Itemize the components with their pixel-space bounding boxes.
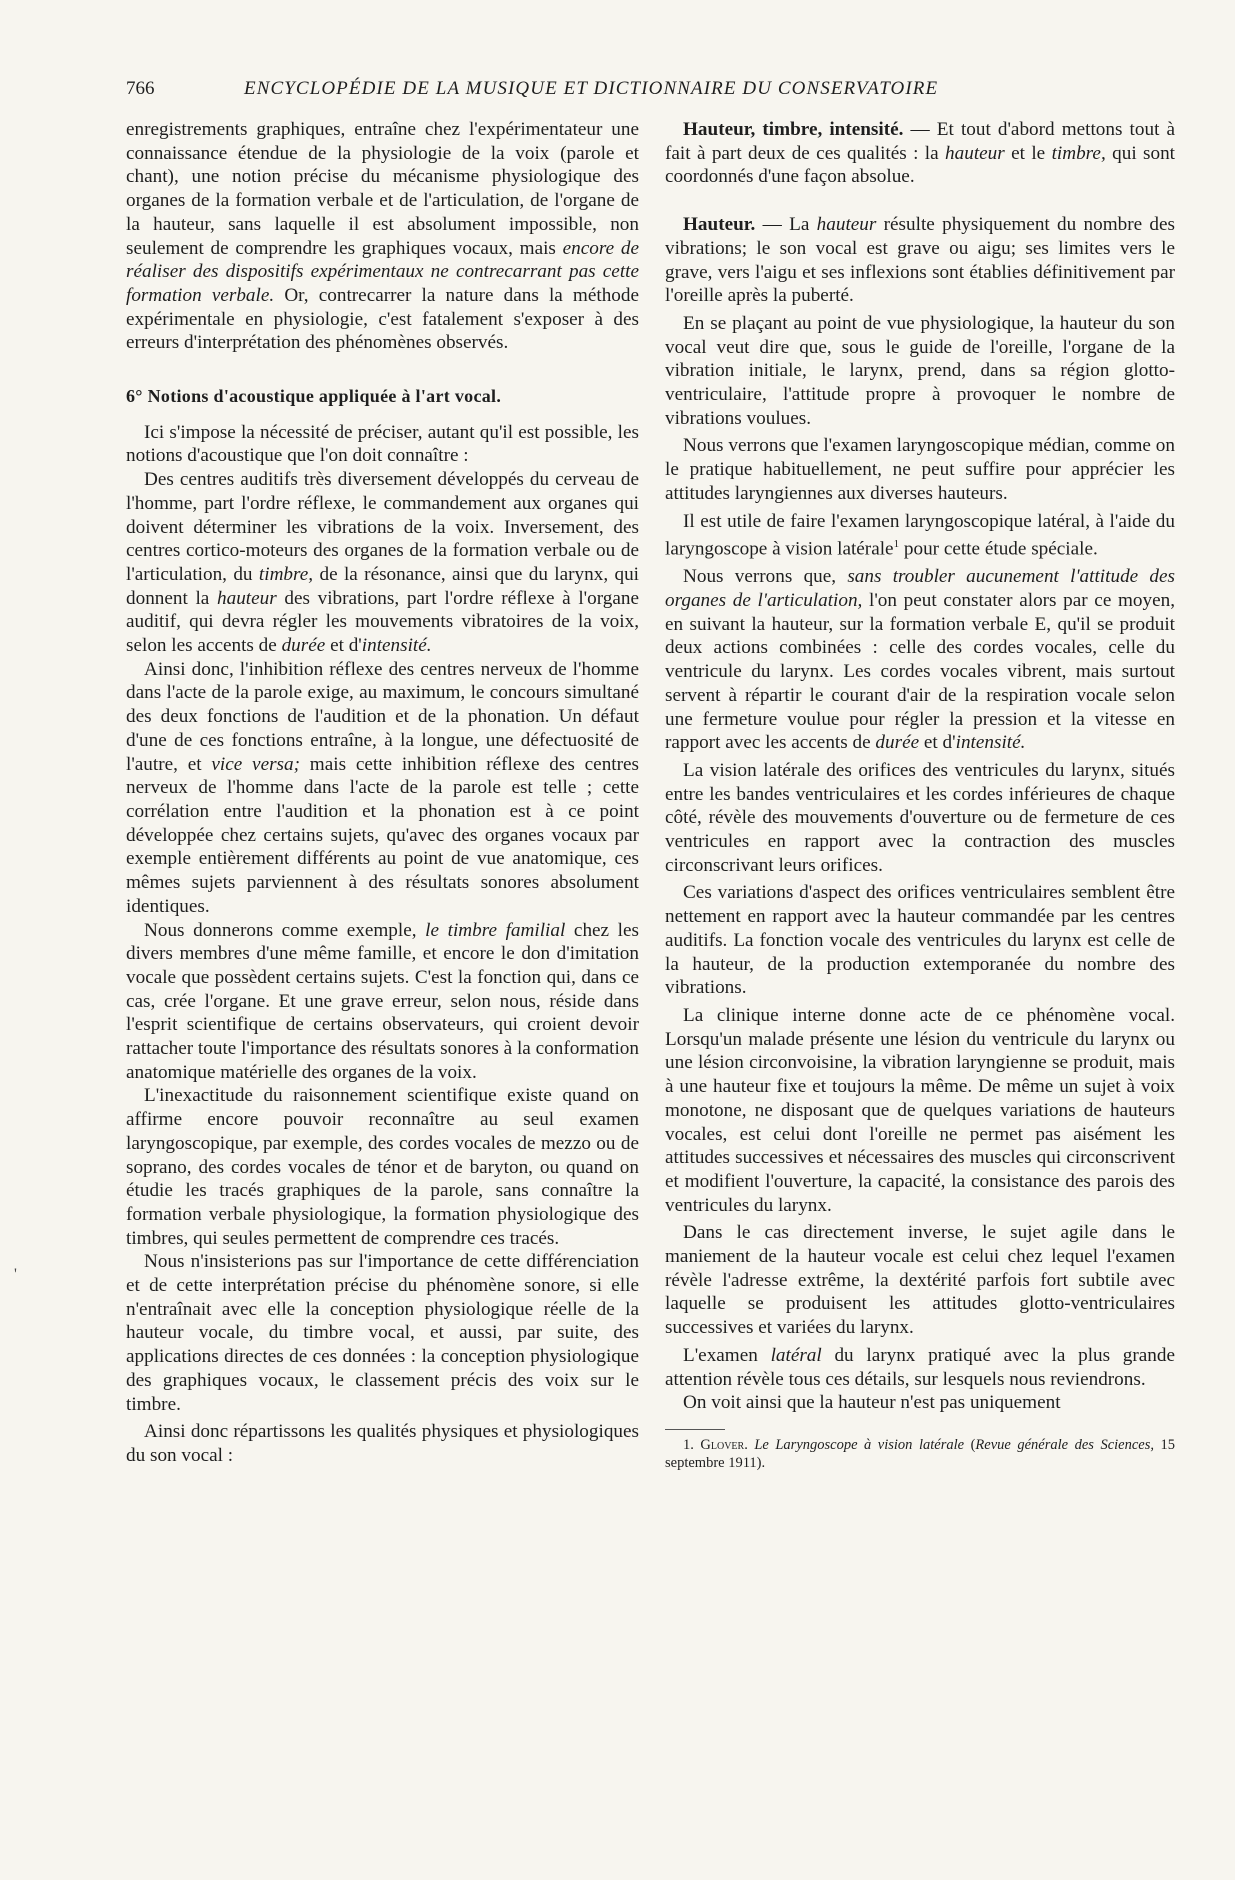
paragraph: L'inexactitude du raisonnement scientifique existe quand on affirme encore pouvoir reconnaître au seul examen laryngoscopique, par exemple, des cordes vocales de mezzo ou de soprano, des cordes vocales de ténor et de baryton, ou quand on étudie les tracés graphiques de la parole, sans connaître la formation verbale physiologique, la formation physiologique des timbres, qui seules permettent de comprendre ces tracés. — [126, 1085, 639, 1249]
paragraph: Ainsi donc répartissons les qualités physiques et physiologiques du son vocal : — [126, 1421, 639, 1466]
footnote-ref: 1 — [893, 538, 900, 551]
footnote-divider — [665, 1429, 725, 1430]
paragraph: La vision latérale des orifices des ventricules du larynx, situés entre les bandes ventriculaires et les cordes inférieures de chaque côté, révèle des mouvements d'ouverture ou de fermeture de ces ventricules en rapport avec la contraction des muscles circonscrivant leurs orifices. — [665, 759, 1175, 876]
section-heading: 6° Notions d'acoustique appliquée à l'art vocal. — [126, 386, 502, 407]
paragraph: Nous n'insisterions pas sur l'importance de cette différenciation et de cette interprétation précise du phénomène sonore, si elle n'entraînait avec elle la conception physiologique réelle de la hauteur vocale, du timbre vocal, et aussi, par suite, des applications directes de ces données : la conception physiologique des graphiques vocaux, le classement précis des voix sur le timbre. — [126, 1251, 639, 1415]
page-number: 766 — [126, 78, 155, 99]
paragraph: Dans le cas directement inverse, le sujet agile dans le maniement de la hauteur vocale est celui chez lequel l'examen révèle l'adresse extrême, la dextérité parfois fort subtile avec laquelle se produisent les attitudes glotto-ventriculaires successives et variées du larynx. — [665, 1222, 1175, 1339]
running-title: ENCYCLOPÉDIE DE LA MUSIQUE ET DICTIONNAIRE DU CONSERVATOIRE — [244, 78, 939, 99]
left-column — [126, 118, 639, 1468]
paragraph: Des centres auditifs très diversement développés du cerveau de l'homme, part l'ordre réflexe, le commandement aux organes qui doivent déterminer les vibrations de la voix. Inversement, des centres cortico-moteurs des organes de la formation verbale ou de l'articulation, du timbre, de la résonance, ainsi que du larynx, qui donnent la hauteur des vibrations, part l'ordre réflexe à l'organe auditif, qui devra régler les mouvements vibratoires de la voix, selon les accents de durée et d'intensité. — [126, 469, 640, 657]
margin-mark: ' — [14, 1266, 17, 1283]
paragraph: Ici s'impose la nécessité de préciser, autant qu'il est possible, les notions d'acoustique que l'on doit connaître : — [126, 421, 639, 467]
footnote: 1. Glover. Le Laryngoscope à vision latérale (Revue générale des Sciences, 15 septembre 1911). — [665, 1436, 1175, 1471]
page-header — [126, 78, 1136, 106]
paragraph: En se plaçant au point de vue physiologique, la hauteur du son vocal veut dire que, sous le guide de l'oreille, l'organe de la vibration initiale, le larynx, prend, dans sa région glotto-ventriculaire, l'attitude propre à provoquer le nombre de vibrations voulues. — [665, 312, 1175, 429]
paragraph: Ainsi donc, l'inhibition réflexe des centres nerveux de l'homme dans l'acte de la parole exige, au maximum, le concours simultané des deux fonctions de l'audition et de la phonation. Un défaut d'une de ces fonctions entraîne, à la longue, une défectuosité de l'autre, et vice versa; mais cette inhibition réflexe des centres nerveux de l'homme dans l'acte de la parole est telle ; cette corrélation entre l'audition et la phonation est à ce point développée chez certains sujets, qu'avec des organes vocaux par exemple entièrement différents au point de vue anatomique, ces mêmes sujets parviennent à des résultats sonores absolument identiques. — [126, 658, 639, 917]
right-column — [665, 118, 1175, 1472]
paragraph: Hauteur, timbre, intensité. — Et tout d'abord mettons tout à fait à part deux de ces qualités : la hauteur et le timbre, qui sont coordonnés d'une façon absolue. — [665, 119, 1176, 188]
paragraph: L'examen latéral du larynx pratiqué avec la plus grande attention révèle tous ces détails, sur lesquels nous reviendrons. — [665, 1344, 1176, 1390]
paragraph: On voit ainsi que la hauteur n'est pas uniquement — [683, 1392, 1061, 1414]
paragraph: Il est utile de faire l'examen laryngoscopique latéral, à l'aide du laryngoscope à vision latérale$^1$ pour cette étude spéciale. — [665, 510, 1175, 560]
paragraph: Ces variations d'aspect des orifices ventriculaires semblent être nettement en rapport avec la hauteur commandée par les centres auditifs. La fonction vocale des ventricules du larynx est celle de la hauteur, de la production extemporanée du nombre des vibrations. — [665, 882, 1175, 999]
paragraph: enregistrements graphiques, entraîne chez l'expérimentateur une connaissance étendue de la physiologie de la voix (parole et chant), une notion précise du mécanisme physiologique des organes de la formation verbale et de l'articulation, de l'organe de la hauteur, sans laquelle il est absolument impossible, non seulement de comprendre les graphiques vocaux, mais encore de réaliser des dispositifs expérimentaux ne contrecarrant pas cette formation verbale. Or, contrecarrer la nature dans la méthode expérimentale en physiologie, c'est fatalement s'exposer à des erreurs d'interprétation des phénomènes observés. — [126, 119, 640, 354]
paragraph: Hauteur. — La hauteur résulte physiquement du nombre des vibrations; le son vocal est grave ou aigu; ses limites vers le grave, vers l'aigu et ses inflexions sont établies définitivement par l'oreille après la puberté. — [665, 214, 1176, 307]
paragraph: Nous donnerons comme exemple, le timbre familial chez les divers membres d'une même famille, et encore le don d'imitation vocale que possèdent certains sujets. C'est la fonction qui, dans ce cas, crée l'organe. Et une grave erreur, selon nous, réside dans l'esprit scientifique de certains observateurs, qui croient devoir rattacher toute l'importance des résultats sonores à la conformation anatomique matérielle des organes de la voix. — [126, 919, 639, 1083]
paragraph: Nous verrons que, sans troubler aucunement l'attitude des organes de l'articulation, l'on peut constater alors par ce moyen, en suivant la hauteur, sur la formation verbale E, qu'il se produit deux actions combinées : celle des cordes vocales, celle du ventricule du larynx. Les cordes vocales vibrent, mais surtout servent à répartir le courant d'air de la respiration vocale selon une fermeture voulue pour régler la pression et la vitesse en rapport avec les accents de durée et d'intensité. — [665, 566, 1176, 754]
paragraph: La clinique interne donne acte de ce phénomène vocal. Lorsqu'un malade présente une lésion du ventricule du larynx ou une lésion circonvoisine, la vibration laryngienne se produit, mais à une hauteur fixe et toujours la même. De même un sujet à voix monotone, ne disposant que de quelques variations de hauteurs vocales, est celui dont l'oreille ne permet pas aisément les attitudes successives et nécessaires des muscles qui circonscrivent et modifient l'ouverture, la capacité, la consistance des parois des ventricules du larynx. — [665, 1005, 1175, 1216]
paragraph: Nous verrons que l'examen laryngoscopique médian, comme on le pratique habituellement, ne peut suffire pour apprécier les attitudes laryngiennes aux diverses hauteurs. — [665, 435, 1175, 504]
